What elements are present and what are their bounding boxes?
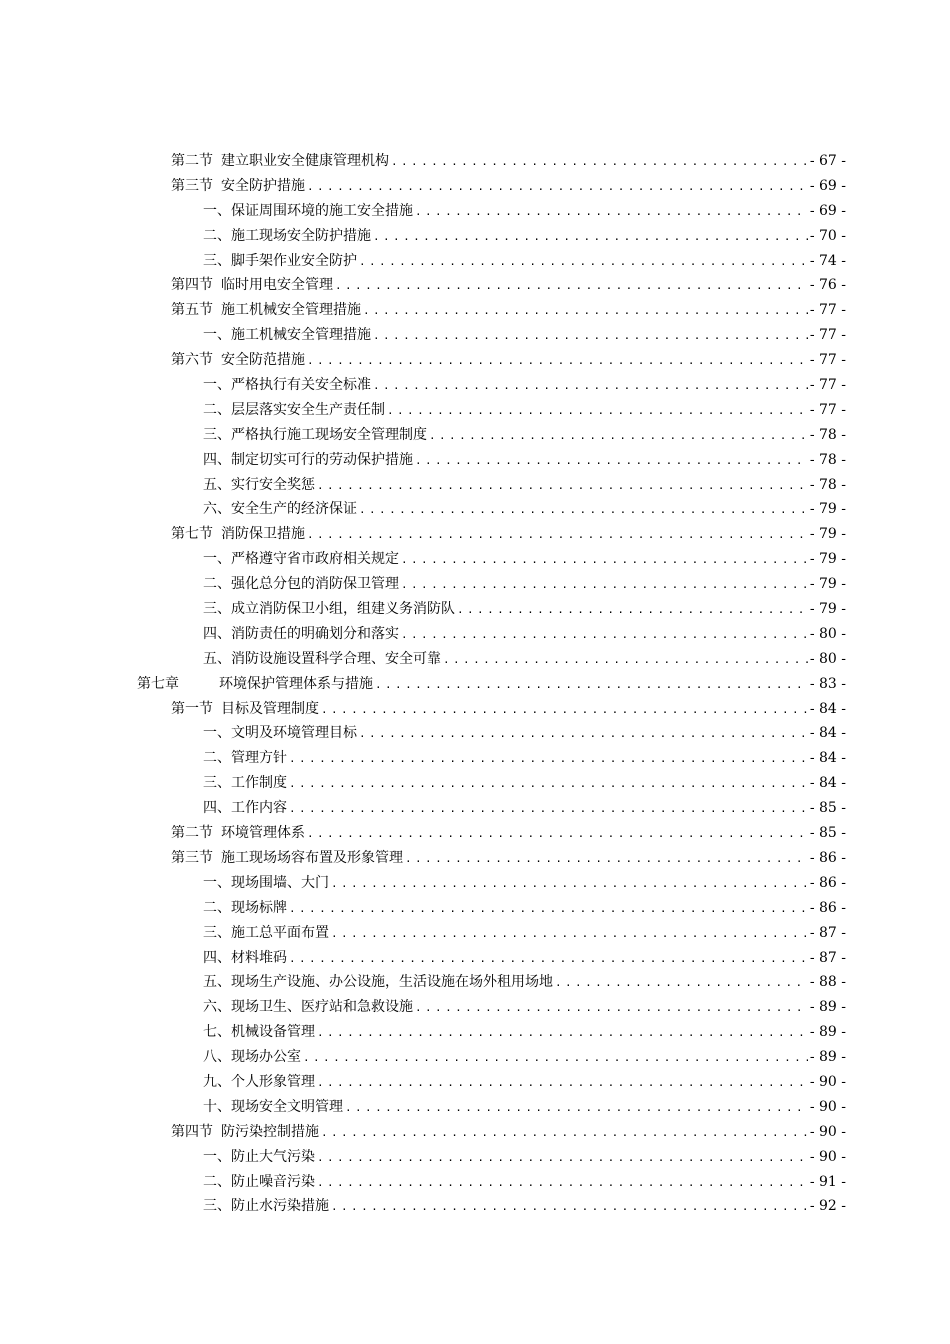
- toc-entry-title: 严格遵守省市政府相关规定: [231, 551, 399, 568]
- toc-entry-page-number: - 84 -: [809, 725, 846, 742]
- toc-entry-title: 防止大气污染: [231, 1148, 315, 1165]
- dot-leader: [401, 573, 808, 598]
- toc-entry-title: 安全防范措施: [221, 352, 305, 369]
- toc-entry-page-number: - 90 -: [809, 1073, 846, 1090]
- dot-leader: [289, 947, 808, 972]
- toc-entry-title: 防止水污染措施: [231, 1198, 329, 1215]
- toc-entry-number: 四、: [203, 451, 231, 468]
- toc-entry[interactable]: [0, 149, 950, 174]
- toc-entry-title: 文明及环境管理目标: [231, 725, 357, 742]
- toc-entry[interactable]: [0, 323, 950, 348]
- toc-entry-line: [171, 298, 846, 324]
- toc-entry[interactable]: [0, 771, 950, 796]
- toc-entry-number: 二、: [203, 227, 231, 244]
- toc-entry-title: 严格执行有关安全标准: [231, 377, 371, 394]
- toc-entry-line: [203, 373, 846, 399]
- toc-entry-number: 第三节: [171, 177, 213, 194]
- toc-entry[interactable]: [0, 1070, 950, 1095]
- toc-entry[interactable]: [0, 697, 950, 722]
- dot-leader: [375, 673, 808, 698]
- toc-entry-number: 一、: [203, 551, 231, 568]
- toc-entry-title: 目标及管理制度: [221, 700, 319, 717]
- toc-entry-line: [203, 199, 846, 225]
- toc-entry-number: 第二节: [171, 153, 213, 169]
- toc-entry-number: 五、: [203, 974, 231, 991]
- toc-entry-page-number: - 77 -: [809, 302, 846, 319]
- dot-leader: [429, 424, 808, 449]
- toc-entry-title: 制定切实可行的劳动保护措施: [231, 451, 413, 468]
- toc-entry-page-number: - 80 -: [809, 625, 846, 642]
- toc-entry-number: 六、: [203, 501, 231, 518]
- toc-entry[interactable]: [0, 298, 950, 323]
- toc-entry-number: 三、: [203, 924, 231, 941]
- toc-entry-number: 七、: [203, 1024, 231, 1041]
- toc-entry-line: [203, 796, 846, 822]
- toc-entry-number: 二、: [203, 576, 231, 593]
- toc-entry-line: [203, 497, 846, 523]
- toc-entry-page-number: - 89 -: [809, 1024, 846, 1041]
- toc-entry-number: 二、: [203, 1173, 231, 1190]
- toc-entry-title: 消防设施设置科学合理、安全可靠: [231, 650, 441, 667]
- toc-entry[interactable]: [0, 1145, 950, 1170]
- toc-entry-page-number: - 91 -: [809, 1173, 846, 1190]
- dot-leader: [321, 1121, 808, 1146]
- dot-leader: [373, 324, 808, 349]
- toc-entry-number: 五、: [203, 650, 231, 667]
- toc-entry-page-number: - 80 -: [809, 650, 846, 667]
- toc-entry-page-number: - 85 -: [809, 800, 846, 817]
- dot-leader: [317, 1071, 808, 1096]
- dot-leader: [387, 399, 808, 424]
- toc-entry-title: 施工总平面布置: [231, 924, 329, 941]
- toc-entry-page-number: - 77 -: [809, 377, 846, 394]
- toc-entry-number: 六、: [203, 999, 231, 1016]
- toc-entry[interactable]: [0, 1194, 950, 1219]
- toc-entry-title: 实行安全奖惩: [231, 476, 315, 493]
- dot-leader: [345, 1096, 808, 1121]
- toc-entry[interactable]: [0, 970, 950, 995]
- toc-entry-page-number: - 79 -: [809, 601, 846, 618]
- dot-leader: [373, 225, 808, 250]
- toc-entry-page-number: - 90 -: [809, 1148, 846, 1165]
- toc-entry-line: [203, 921, 846, 947]
- dot-leader: [289, 772, 808, 797]
- toc-entry-page-number: - 92 -: [809, 1198, 846, 1215]
- toc-entry-title: 严格执行施工现场安全管理制度: [231, 426, 427, 443]
- toc-entry[interactable]: [0, 672, 950, 697]
- toc-entry-number: 第四节: [171, 1123, 213, 1140]
- toc-entry[interactable]: [0, 522, 950, 547]
- toc-entry[interactable]: [0, 174, 950, 199]
- toc-entry[interactable]: [0, 597, 950, 622]
- toc-entry-number: 第一节: [171, 700, 213, 717]
- dot-leader: [307, 523, 808, 548]
- toc-entry-number: 一、: [203, 202, 231, 219]
- toc-entry-number: 三、: [203, 775, 231, 792]
- toc-entry-page-number: - 79 -: [809, 551, 846, 568]
- toc-entry-title: 强化总分包的消防保卫管理: [231, 576, 399, 593]
- toc-entry-line: [171, 149, 846, 175]
- toc-entry-number: 第五节: [171, 302, 213, 319]
- toc-entry[interactable]: [0, 1095, 950, 1120]
- toc-entry-title: 施工机械安全管理措施: [221, 302, 361, 319]
- toc-entry-number: 第四节: [171, 277, 213, 294]
- toc-entry-number: 九、: [203, 1073, 231, 1090]
- dot-leader: [289, 797, 808, 822]
- toc-entry-page-number: - 69 -: [809, 177, 846, 194]
- toc-entry-title: 脚手架作业安全防护: [231, 252, 357, 269]
- toc-entry-number: 二、: [203, 750, 231, 767]
- toc-entry-number: 四、: [203, 949, 231, 966]
- toc-entry-title: 个人形象管理: [231, 1073, 315, 1090]
- toc-entry[interactable]: [0, 647, 950, 672]
- toc-entry[interactable]: [0, 224, 950, 249]
- dot-leader: [457, 598, 808, 623]
- toc-entry-title: 施工现场安全防护措施: [231, 227, 371, 244]
- toc-entry-number: 八、: [203, 1049, 231, 1066]
- toc-entry[interactable]: [0, 622, 950, 647]
- toc-entry-line: [203, 423, 846, 449]
- dot-leader: [363, 299, 808, 324]
- toc-entry-page-number: - 77 -: [809, 327, 846, 344]
- toc-entry-line: [171, 1120, 846, 1146]
- toc-entry-line: [171, 273, 846, 299]
- dot-leader: [303, 1046, 808, 1071]
- toc-entry[interactable]: [0, 1170, 950, 1195]
- toc-entry[interactable]: [0, 497, 950, 522]
- toc-entry[interactable]: [0, 896, 950, 921]
- toc-entry[interactable]: [0, 871, 950, 896]
- toc-entry-title: 保证周围环境的施工安全措施: [231, 202, 413, 219]
- toc-entry-number: 一、: [203, 874, 231, 891]
- toc-entry-page-number: - 76 -: [809, 277, 846, 294]
- dot-leader: [331, 1195, 808, 1220]
- toc-entry-title: 环境管理体系: [221, 825, 305, 842]
- toc-entry-line: [203, 746, 846, 772]
- toc-entry-title: 防止噪音污染: [231, 1173, 315, 1190]
- toc-entry[interactable]: [0, 373, 950, 398]
- toc-entry-line: [203, 721, 846, 747]
- dot-leader: [307, 822, 808, 847]
- toc-entry-line: [203, 597, 846, 623]
- toc-entry-number: 第七章: [137, 675, 179, 692]
- toc-entry-number: 第三节: [171, 849, 213, 866]
- toc-entry-number: 十、: [203, 1098, 231, 1115]
- toc-entry-page-number: - 86 -: [809, 899, 846, 916]
- toc-entry[interactable]: [0, 199, 950, 224]
- dot-leader: [401, 548, 808, 573]
- toc-entry-title: 消防责任的明确划分和落实: [231, 625, 399, 642]
- toc-entry[interactable]: [0, 921, 950, 946]
- toc-entry-page-number: - 90 -: [809, 1123, 846, 1140]
- dot-leader: [317, 1146, 808, 1171]
- toc-entry-number: 三、: [203, 601, 231, 618]
- dot-leader: [405, 847, 808, 872]
- toc-entry-line: [203, 871, 846, 897]
- dot-leader: [359, 250, 808, 275]
- toc-entry[interactable]: [0, 846, 950, 871]
- dot-leader: [331, 922, 808, 947]
- toc-entry[interactable]: [0, 796, 950, 821]
- toc-entry-title: 临时用电安全管理: [221, 277, 333, 294]
- toc-entry-line: [171, 522, 846, 548]
- toc-entry-page-number: - 87 -: [809, 924, 846, 941]
- toc-entry-page-number: - 74 -: [809, 252, 846, 269]
- toc-entry-number: 第六节: [171, 352, 213, 369]
- toc-entry-number: 四、: [203, 800, 231, 817]
- toc-entry-page-number: - 78 -: [809, 426, 846, 443]
- toc-entry[interactable]: [0, 249, 950, 274]
- toc-entry-line: [203, 547, 846, 573]
- toc-entry-number: 二、: [203, 899, 231, 916]
- toc-entry-page-number: - 84 -: [809, 750, 846, 767]
- dot-leader: [317, 1171, 808, 1196]
- dot-leader: [359, 498, 808, 523]
- dot-leader: [289, 747, 808, 772]
- toc-entry-title: 现场办公室: [231, 1049, 301, 1066]
- toc-entry-page-number: - 89 -: [809, 1049, 846, 1066]
- toc-entry-page-number: - 84 -: [809, 700, 846, 717]
- toc-entry-line: [203, 1095, 846, 1121]
- toc-entry[interactable]: [0, 746, 950, 771]
- toc-entry-page-number: - 79 -: [809, 526, 846, 543]
- toc-entry-title: 工作内容: [231, 800, 287, 817]
- dot-leader: [391, 150, 808, 175]
- toc-entry-number: 一、: [203, 377, 231, 394]
- toc-entry-line: [203, 249, 846, 275]
- toc-entry-number: 第二节: [171, 825, 213, 842]
- dot-leader: [555, 971, 808, 996]
- toc-entry-number: 一、: [203, 1148, 231, 1165]
- toc-entry-number: 四、: [203, 625, 231, 642]
- toc-entry-page-number: - 77 -: [809, 352, 846, 369]
- toc-entry-line: [203, 647, 846, 673]
- toc-entry-title: 安全生产的经济保证: [231, 501, 357, 518]
- toc-entry-line: [203, 572, 846, 598]
- toc-entry-page-number: - 69 -: [809, 202, 846, 219]
- toc-entry-title: 工作制度: [231, 775, 287, 792]
- dot-leader: [359, 722, 808, 747]
- toc-entry[interactable]: [0, 721, 950, 746]
- toc-entry-title: 材料堆码: [231, 949, 287, 966]
- toc-entry-line: [203, 995, 846, 1021]
- toc-entry-title: 现场围墙、大门: [231, 874, 329, 891]
- toc-entry-page-number: - 84 -: [809, 775, 846, 792]
- toc-entry[interactable]: [0, 448, 950, 473]
- toc-entry[interactable]: [0, 348, 950, 373]
- dot-leader: [289, 897, 808, 922]
- toc-entry-line: [203, 771, 846, 797]
- dot-leader: [415, 996, 808, 1021]
- toc-entry[interactable]: [0, 398, 950, 423]
- toc-entry[interactable]: [0, 473, 950, 498]
- toc-entry-title: 消防保卫措施: [221, 526, 305, 543]
- dot-leader: [307, 349, 808, 374]
- toc-entry-title: 环境保护管理体系与措施: [219, 675, 373, 692]
- toc-entry-line: [171, 821, 846, 847]
- toc-entry[interactable]: [0, 547, 950, 572]
- toc-entry-line: [171, 697, 846, 723]
- toc-entry-number: 三、: [203, 426, 231, 443]
- toc-entry-page-number: - 87 -: [809, 949, 846, 966]
- toc-entry-title: 管理方针: [231, 750, 287, 767]
- dot-leader: [317, 474, 808, 499]
- toc-entry-page-number: - 78 -: [809, 451, 846, 468]
- dot-leader: [335, 274, 808, 299]
- toc-entry-line: [203, 1170, 846, 1196]
- dot-leader: [321, 698, 808, 723]
- toc-entry-title: 现场卫生、医疗站和急救设施: [231, 999, 413, 1016]
- toc-entry-number: 五、: [203, 476, 231, 493]
- toc-entry[interactable]: [0, 1020, 950, 1045]
- toc-entry-line: [203, 323, 846, 349]
- toc-entry[interactable]: [0, 273, 950, 298]
- toc-entry-line: [203, 896, 846, 922]
- dot-leader: [415, 449, 808, 474]
- toc-entry-page-number: - 86 -: [809, 849, 846, 866]
- dot-leader: [443, 648, 808, 673]
- toc-entry-line: [203, 1045, 846, 1071]
- toc-entry-line: [203, 946, 846, 972]
- toc-entry-line: [171, 846, 846, 872]
- toc-entry-page-number: - 88 -: [809, 974, 846, 991]
- table-of-contents: [0, 149, 950, 1219]
- dot-leader: [317, 1021, 808, 1046]
- dot-leader: [331, 872, 808, 897]
- toc-entry-page-number: - 85 -: [809, 825, 846, 842]
- toc-entry[interactable]: [0, 1120, 950, 1145]
- toc-entry-line: [203, 224, 846, 250]
- toc-entry-page-number: - 67 -: [809, 153, 846, 169]
- toc-entry-title: 现场安全文明管理: [231, 1098, 343, 1115]
- toc-entry-page-number: - 78 -: [809, 476, 846, 493]
- toc-entry-title: 层层落实安全生产责任制: [231, 401, 385, 418]
- toc-entry-page-number: - 83 -: [809, 675, 846, 692]
- toc-entry-line: [203, 622, 846, 648]
- toc-entry-number: 三、: [203, 252, 231, 269]
- toc-entry-line: [137, 672, 846, 698]
- toc-entry-number: 一、: [203, 725, 231, 742]
- toc-entry-title: 安全防护措施: [221, 177, 305, 194]
- toc-entry-title: 机械设备管理: [231, 1024, 315, 1041]
- toc-entry-line: [203, 473, 846, 499]
- toc-entry-page-number: - 70 -: [809, 227, 846, 244]
- dot-leader: [307, 175, 808, 200]
- toc-entry-title: 现场标牌: [231, 899, 287, 916]
- toc-entry-number: 第七节: [171, 526, 213, 543]
- toc-entry-page-number: - 89 -: [809, 999, 846, 1016]
- toc-entry[interactable]: [0, 821, 950, 846]
- toc-entry-title: 成立消防保卫小组，组建义务消防队: [231, 601, 455, 618]
- toc-entry-line: [203, 398, 846, 424]
- toc-entry-page-number: - 79 -: [809, 501, 846, 518]
- toc-entry-title: 建立职业安全健康管理机构: [221, 153, 389, 169]
- toc-entry-line: [171, 348, 846, 374]
- toc-entry-page-number: - 77 -: [809, 401, 846, 418]
- toc-entry-number: 二、: [203, 401, 231, 418]
- toc-entry-line: [203, 1194, 846, 1220]
- toc-entry-line: [203, 1145, 846, 1171]
- toc-entry-line: [171, 174, 846, 200]
- toc-entry-line: [203, 970, 846, 996]
- toc-entry-title: 施工机械安全管理措施: [231, 327, 371, 344]
- toc-entry-title: 施工现场场容布置及形象管理: [221, 849, 403, 866]
- toc-entry-line: [203, 1070, 846, 1096]
- toc-entry[interactable]: [0, 572, 950, 597]
- toc-entry[interactable]: [0, 1045, 950, 1070]
- dot-leader: [373, 374, 808, 399]
- toc-entry-page-number: - 79 -: [809, 576, 846, 593]
- dot-leader: [401, 623, 808, 648]
- toc-entry[interactable]: [0, 423, 950, 448]
- toc-entry[interactable]: [0, 946, 950, 971]
- toc-entry-page-number: - 86 -: [809, 874, 846, 891]
- toc-entry-title: 现场生产设施、办公设施，生活设施在场外租用场地: [231, 974, 553, 991]
- toc-entry[interactable]: [0, 995, 950, 1020]
- toc-entry-page-number: - 90 -: [809, 1098, 846, 1115]
- dot-leader: [415, 200, 808, 225]
- toc-entry-line: [203, 1020, 846, 1046]
- toc-entry-number: 一、: [203, 327, 231, 344]
- toc-entry-title: 防污染控制措施: [221, 1123, 319, 1140]
- toc-entry-number: 三、: [203, 1198, 231, 1215]
- toc-entry-line: [203, 448, 846, 474]
